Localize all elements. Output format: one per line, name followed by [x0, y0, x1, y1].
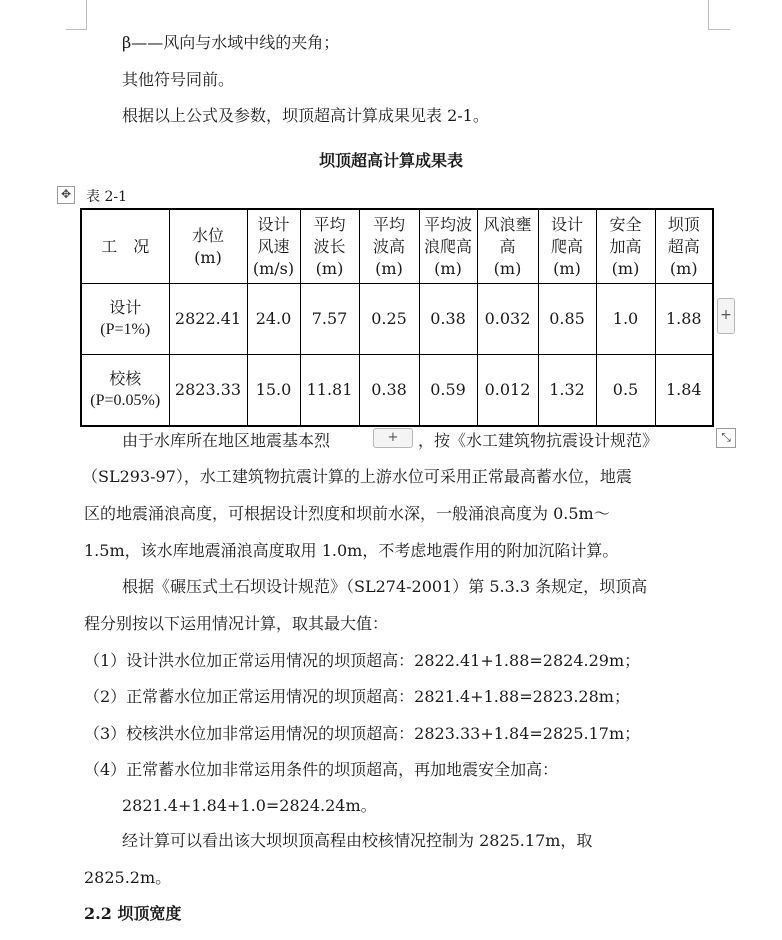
- add-row-button[interactable]: +: [373, 428, 413, 448]
- crop-mark-top-left: [86, 0, 87, 30]
- header-cell-wind-speed: 设计 风速 (m/s): [247, 209, 300, 284]
- header-cell-safety-margin: 安全 加高 (m): [596, 209, 655, 284]
- paragraph-earthquake-line1-tail: ，按《水工建筑物抗震设计规范》: [418, 431, 659, 450]
- row-case-cell: 校核 (P=0.05%): [81, 355, 169, 427]
- formula-line: 2821.4+1.84+1.0=2824.24m。: [122, 796, 377, 815]
- table-cell: 1.0: [596, 284, 655, 355]
- header-cell-wave-height: 平均 波高 (m): [359, 209, 419, 284]
- table-resize-handle-icon[interactable]: ⤡: [716, 428, 736, 448]
- header-cell-case: 工 况: [81, 209, 169, 284]
- table-cell: 1.32: [538, 355, 596, 427]
- table-cell: 15.0: [247, 355, 300, 427]
- crop-mark-top-left-h: [66, 29, 86, 30]
- table-label: 表 2-1: [86, 189, 127, 205]
- table-cell: 2822.41: [169, 284, 247, 355]
- table-cell: 0.032: [477, 284, 538, 355]
- table-header-row: [81, 209, 713, 284]
- table-cell: 24.0: [247, 284, 300, 355]
- paragraph-conclusion-line1: 经计算可以看出该大坝坝顶高程由校核情况控制为 2825.17m，取: [122, 831, 593, 850]
- crop-mark-top-right: [708, 0, 709, 30]
- table-row: [81, 284, 713, 355]
- paragraph-spec-line2: 程分别按以下运用情况计算，取其最大值：: [84, 614, 389, 633]
- table-cell: 0.59: [419, 355, 477, 427]
- section-heading: 2.2 坝顶宽度: [84, 904, 182, 923]
- paragraph-earthquake-line1: 由于水库所在地区地震基本烈: [122, 431, 331, 450]
- header-cell-water-level: 水位 (m): [169, 209, 247, 284]
- list-item: （1）设计洪水位加正常运用情况的坝顶超高：2822.41+1.88=2824.29m；: [84, 651, 641, 670]
- results-table: [80, 208, 714, 427]
- paragraph-earthquake-line3: 区的地震涌浪高度，可根据设计烈度和坝前水深，一般涌浪高度为 0.5m～: [84, 504, 610, 523]
- paragraph-earthquake-line4: 1.5m，该水库地震涌浪高度取用 1.0m，不考虑地震作用的附加沉陷计算。: [84, 541, 619, 560]
- paragraph-table-reference: 根据以上公式及参数，坝顶超高计算成果见表 2-1。: [122, 106, 489, 125]
- header-cell-wave-length: 平均 波长 (m): [300, 209, 359, 284]
- table-move-handle-icon[interactable]: ✥: [57, 186, 75, 204]
- table-cell: 7.57: [300, 284, 359, 355]
- table-cell: 0.5: [596, 355, 655, 427]
- paragraph-other-symbols: 其他符号同前。: [122, 70, 235, 89]
- header-cell-wave-runup: 平均波 浪爬高 (m): [419, 209, 477, 284]
- table-cell: 0.25: [359, 284, 419, 355]
- table-cell: 0.38: [419, 284, 477, 355]
- table-row: [81, 355, 713, 427]
- table-cell: 0.38: [359, 355, 419, 427]
- table-cell: 1.88: [655, 284, 713, 355]
- list-item: （2）正常蓄水位加正常运用情况的坝顶超高：2821.4+1.88=2823.28m；: [84, 687, 630, 706]
- row-case-cell: 设计 (P=1%): [81, 284, 169, 355]
- list-item: （4）正常蓄水位加非常运用条件的坝顶超高，再加地震安全加高：: [84, 760, 559, 779]
- table-cell: 2823.33: [169, 355, 247, 427]
- table-cell: 0.85: [538, 284, 596, 355]
- paragraph-spec-line1: 根据《碾压式土石坝设计规范》（SL274-2001）第 5.3.3 条规定，坝顶高: [122, 577, 648, 596]
- crop-mark-top-right-h: [708, 29, 730, 30]
- table-cell: 0.012: [477, 355, 538, 427]
- table-cell: 1.84: [655, 355, 713, 427]
- table-cell: 11.81: [300, 355, 359, 427]
- header-cell-wind-setup: 风浪壅 高 (m): [477, 209, 538, 284]
- list-item: （3）校核洪水位加非常运用情况的坝顶超高：2823.33+1.84=2825.17m；: [84, 724, 641, 743]
- paragraph-beta-definition: β——风向与水域中线的夹角；: [122, 33, 340, 52]
- add-column-button[interactable]: +: [717, 298, 735, 334]
- header-cell-design-runup: 设计 爬高 (m): [538, 209, 596, 284]
- header-cell-crest-freeboard: 坝顶 超高 (m): [655, 209, 713, 284]
- paragraph-conclusion-line2: 2825.2m。: [84, 868, 172, 887]
- table-title: 坝顶超高计算成果表: [318, 151, 463, 170]
- paragraph-earthquake-line2: （SL293-97），水工建筑物抗震计算的上游水位可采用正常最高蓄水位，地震: [82, 467, 632, 486]
